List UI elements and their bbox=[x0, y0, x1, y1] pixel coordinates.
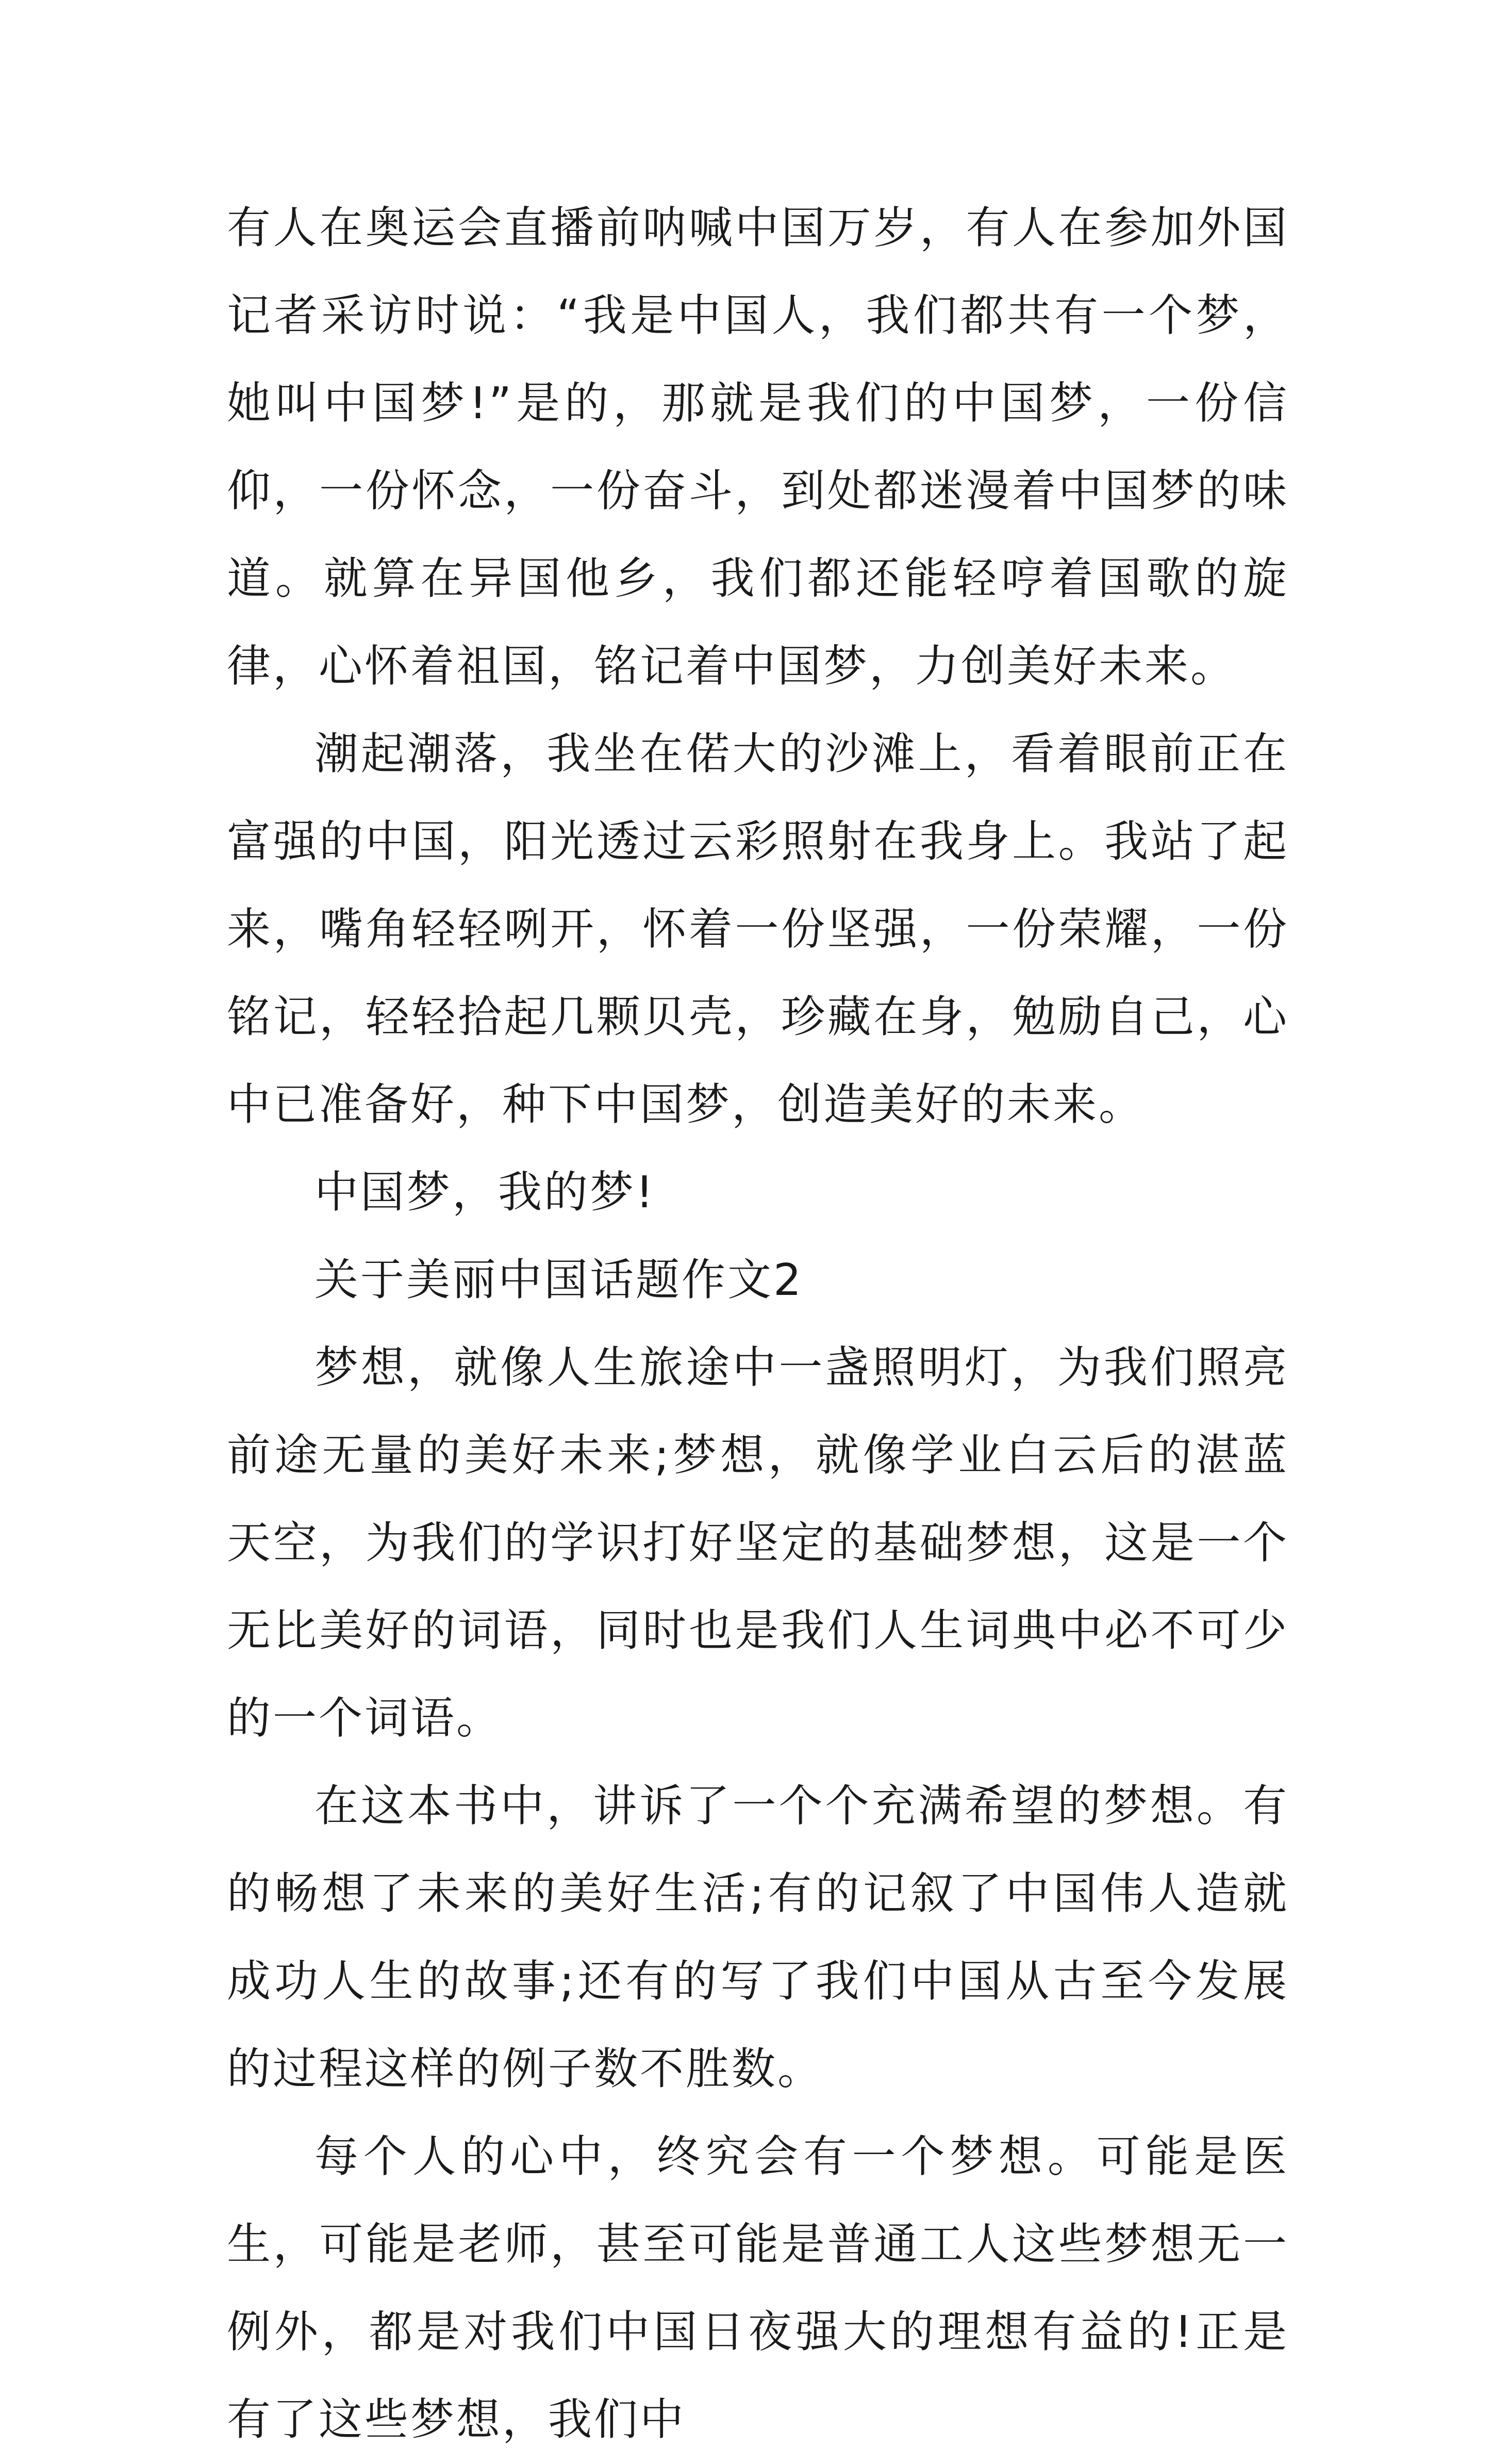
paragraph-5: 在这本书中，讲诉了一个个充满希望的梦想。有的畅想了未来的美好生活;有的记叙了中国伟人造就成功人生的故事;还有的写了我们中国从古至今发展的过程这样的例子数不胜数。 bbox=[227, 1781, 1289, 2095]
document-body bbox=[227, 185, 1289, 2464]
paragraph-2: 潮起潮落，我坐在偌大的沙滩上，看着眼前正在富强的中国，阳光透过云彩照射在我身上。我站了起来，嘴角轻轻咧开，怀着一份坚强，一份荣耀，一份铭记，轻轻拾起几颗贝壳，珍藏在身，勉励自己，心中已准备好，种下中国梦，创造美好的未来。 bbox=[227, 729, 1289, 1130]
paragraph-3: 中国梦，我的梦! bbox=[314, 1167, 656, 1218]
paragraph-4: 梦想，就像人生旅途中一盏照明灯，为我们照亮前途无量的美好未来;梦想，就像学业白云后的湛蓝天空，为我们的学识打好坚定的基础梦想，这是一个无比美好的词语，同时也是我们人生词典中必不可少的一个词语。 bbox=[227, 1342, 1289, 1744]
paragraph-1: 有人在奥运会直播前呐喊中国万岁，有人在参加外国记者采访时说：“我是中国人，我们都共有一个梦，她叫中国梦!”是的，那就是我们的中国梦，一份信仰，一份怀念，一份奋斗，到处都迷漫着中国梦的味道。就算在异国他乡，我们都还能轻哼着国歌的旋律，心怀着祖国，铭记着中国梦，力创美好未来。 bbox=[227, 203, 1289, 692]
paragraph-6: 每个人的心中，终究会有一个梦想。可能是医生，可能是老师，甚至可能是普通工人这些梦想无一例外，都是对我们中国日夜强大的理想有益的!正是有了这些梦想，我们中 bbox=[227, 2131, 1289, 2445]
section-heading: 关于美丽中国话题作文2 bbox=[314, 1255, 804, 1306]
